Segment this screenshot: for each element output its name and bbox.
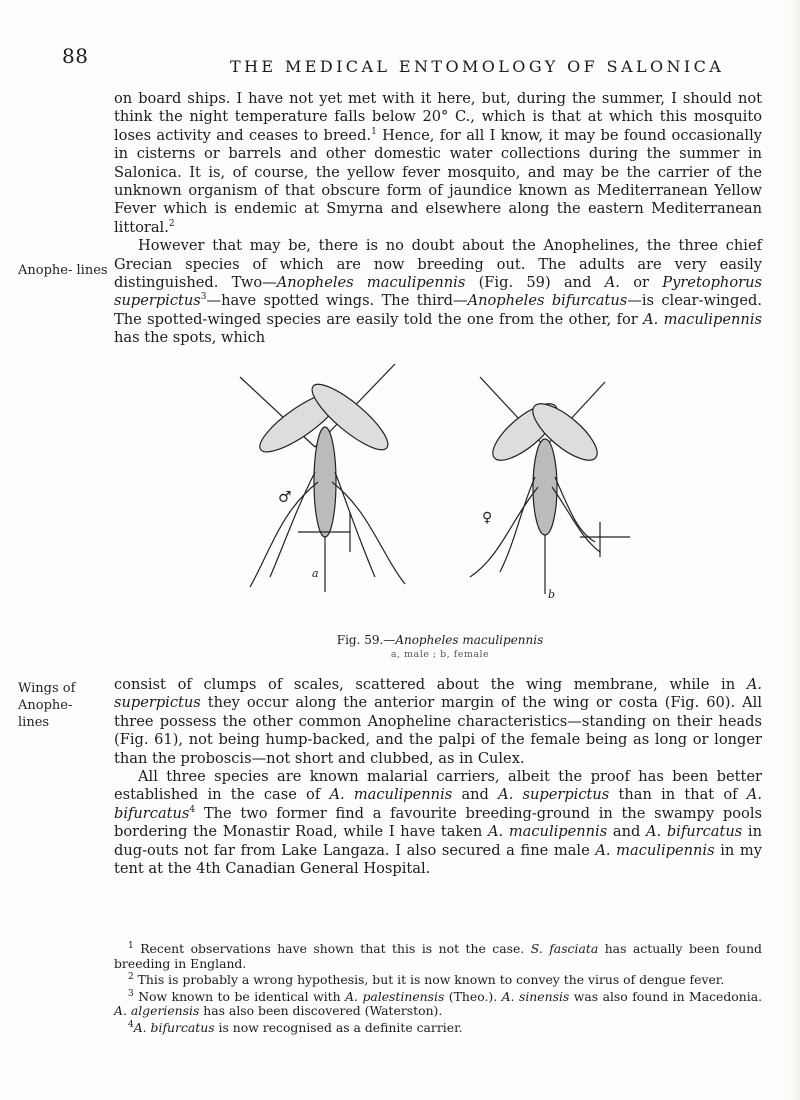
paragraph-2 (114, 237, 762, 347)
footnote-number: 1 (128, 940, 134, 951)
margin-note-wings: Wings of Anophe- lines (18, 681, 76, 730)
scan-edge (790, 0, 800, 1100)
label-b: b (548, 588, 556, 601)
female-mosquito-drawing (470, 377, 630, 594)
footnote-text: Now known to be identical with (133, 988, 346, 1004)
mosquito-figure (200, 362, 660, 602)
species-name: A. sinensis (501, 988, 570, 1004)
para1-text-a: on board ships. I have not yet met with it here, but, during the summer, I should not think the night temperature falls below 20° C., which is that at which this mosquito loses activity and ceases to breed. (114, 90, 762, 144)
footnote-text: This is probably a wrong hypothesis, but it is now known to convey the virus of dengue fever. (133, 972, 725, 987)
footnote-text: was also found in Macedonia. (569, 988, 763, 1004)
species-name: Anopheles maculipennis (276, 274, 466, 292)
footnote-number: 4 (128, 1019, 134, 1030)
caption-species: Anopheles maculipennis (395, 633, 544, 647)
para4-text-c: than in that of (609, 786, 747, 804)
mosquito-illustration (200, 362, 660, 602)
species-name: A. palestinensis (345, 988, 445, 1004)
footnote-text: (Theo.). (444, 988, 502, 1004)
margin-note-anophelines: Anophe- lines (18, 263, 108, 278)
female-symbol: ♀ (482, 510, 493, 526)
species-name: A. maculipennis (595, 841, 715, 859)
species-name: A. bifurcatus (133, 1019, 215, 1035)
para2-text-e: —is clear-winged. The spotted-winged species are easily told the one from the other, for (114, 292, 762, 328)
caption-prefix: Fig. 59.— (336, 633, 396, 647)
para2-text-d: —have spotted wings. The third— (206, 292, 468, 310)
species-name: A. maculipennis (643, 310, 762, 328)
para2-text-b: (Fig. 59) and (465, 274, 605, 292)
species-name: A. algeriensis (114, 1003, 200, 1018)
footnote-ref-1: 1 (371, 126, 377, 137)
paragraph-3 (114, 676, 762, 878)
paragraph-4 (114, 768, 762, 878)
species-name: A. superpictus (114, 676, 762, 712)
male-symbol: ♂ (278, 488, 292, 506)
species-name: Anopheles bifurcatus (467, 292, 628, 310)
footnote-text: has actually been found breeding in England. (114, 941, 762, 971)
para4-text-d: The two former find a favourite breeding-ground in the swampy pools bordering the Monastir Road, while I have taken (114, 804, 762, 841)
footnote-1 (114, 942, 762, 971)
label-a: a (312, 567, 319, 580)
species-name: A. (604, 274, 620, 292)
para4-text-e: and (607, 823, 646, 841)
species-name: A. maculipennis (329, 786, 453, 804)
footnote-ref-3: 3 (200, 292, 207, 303)
page-number: 88 (62, 44, 89, 68)
footnote-number: 3 (128, 988, 134, 999)
footnote-2 (114, 973, 762, 988)
species-name: S. fasciata (530, 941, 599, 956)
para4-text-g: in my tent at the 4th Canadian General Hospital. (114, 841, 762, 878)
paragraph-1 (114, 90, 762, 348)
species-name: A. maculipennis (488, 823, 608, 841)
para4-text-b: and (452, 786, 499, 804)
footnotes (114, 942, 762, 1037)
footnote-text: has also been discovered (Waterston). (199, 1003, 443, 1018)
species-name: A. bifurcatus (114, 786, 762, 822)
male-mosquito-drawing (240, 364, 405, 592)
species-name: A. bifurcatus (645, 823, 743, 841)
para4-text-a: All three species are known malarial carriers, albeit the proof has been better established in the case of (114, 768, 762, 804)
para3-text-b: they occur along the anterior margin of the wing or costa (Fig. 60). All three possess the other common Anopheline characteristics—standing on their heads (Fig. 61), not being hump-backed, and the palpi of the female being as long or longer than the proboscis—not short and clubbed, as in Culex. (114, 694, 762, 767)
para4-text-f: in dug-outs not far from Lake Langaza. I also secured a fine male (114, 823, 762, 859)
footnote-3 (114, 990, 762, 1019)
running-title: THE MEDICAL ENTOMOLOGY OF SALONICA (230, 57, 725, 76)
para2-text-f: has the spots, which (114, 329, 266, 347)
species-name: Pyretophorus superpictus (114, 274, 762, 310)
footnote-text: is now recognised as a definite carrier. (214, 1019, 463, 1035)
para2-text-a: However that may be, there is no doubt about the Anophelines, the three chief Grecian species of which are now breeding out. The adults are very easily distinguished. Two— (114, 237, 762, 292)
footnote-ref-4: 4 (189, 804, 196, 815)
para3-text-a: consist of clumps of scales, scattered about the wing membrane, while in (114, 676, 747, 693)
species-name: A. superpictus (498, 786, 610, 804)
figure-caption (330, 633, 550, 647)
footnote-text: Recent observations have shown that this is not the case. (133, 941, 531, 956)
footnote-4 (114, 1021, 762, 1036)
para1-text-b: Hence, for all I know, it may be found occasionally in cisterns or barrels and other domestic water collections during the summer in Salonica. It is, of course, the yellow fever mosquito, and may be the carrier of the unknown organism of that obscure form of jaundice known as Mediterranean Yellow Fever which is endemic at Smyrna and elsewhere along the eastern Mediterranean littoral. (114, 126, 763, 236)
para2-text-c: or (619, 274, 663, 292)
footnote-number: 2 (128, 971, 134, 982)
figure-subcaption: a, male ; b, female (390, 649, 490, 660)
footnote-ref-2: 2 (168, 218, 175, 229)
